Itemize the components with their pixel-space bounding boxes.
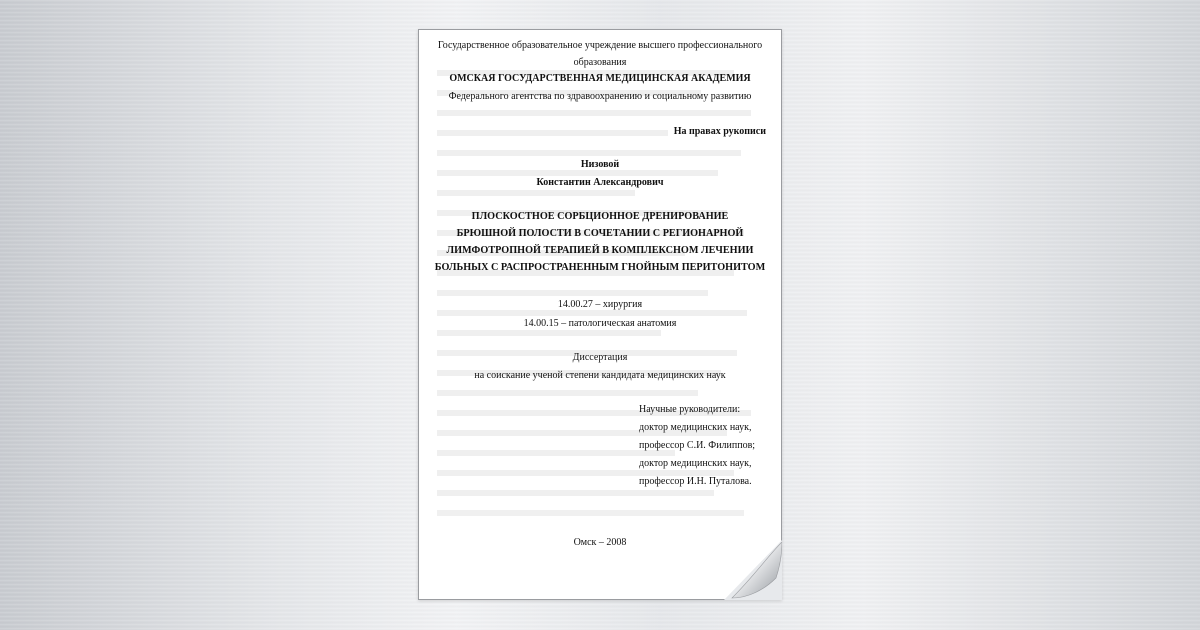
dissertation-title-line: БОЛЬНЫХ С РАСПРОСТРАНЕННЫМ ГНОЙНЫМ ПЕРИТОНИТОМ [434,262,766,273]
rights-note: На правах рукописи [673,126,766,137]
academy-name: ОМСКАЯ ГОСУДАРСТВЕННАЯ МЕДИЦИНСКАЯ АКАДЕМИЯ [449,73,751,84]
specialty-code: 14.00.15 – патологическая анатомия [523,318,677,329]
supervisor-line: профессор И.Н. Путалова. [639,476,752,487]
supervisor-line: Научные руководители: [639,404,741,415]
supervisor-line: профессор С.И. Филиппов; [639,440,756,451]
specialty-code: 14.00.27 – хирургия [557,299,643,310]
header-institution: Государственное образовательное учреждение высшего профессионального [437,40,763,51]
degree-line: на соискание ученой степени кандидата медицинских наук [474,370,726,381]
city-year: Омск – 2008 [573,537,627,548]
document-page [418,29,782,600]
page-curl-icon [724,540,782,600]
supervisor-line: доктор медицинских наук, [639,422,752,433]
author-name: Константин Александрович [536,177,664,188]
dissertation-title-line: БРЮШНОЙ ПОЛОСТИ В СОЧЕТАНИИ С РЕГИОНАРНОЙ [456,228,744,239]
agency-name: Федерального агентства по здравоохранению и социальному развитию [448,91,752,102]
dissertation-title-line: ЛИМФОТРОПНОЙ ТЕРАПИЕЙ В КОМПЛЕКСНОМ ЛЕЧЕНИИ [446,245,754,256]
header-education: образования [573,57,627,68]
author-surname: Низовой [580,159,620,170]
dissertation-title-line: ПЛОСКОСТНОЕ СОРБЦИОННОЕ ДРЕНИРОВАНИЕ [471,211,729,222]
document-type: Диссертация [572,352,628,363]
supervisor-line: доктор медицинских наук, [639,458,752,469]
